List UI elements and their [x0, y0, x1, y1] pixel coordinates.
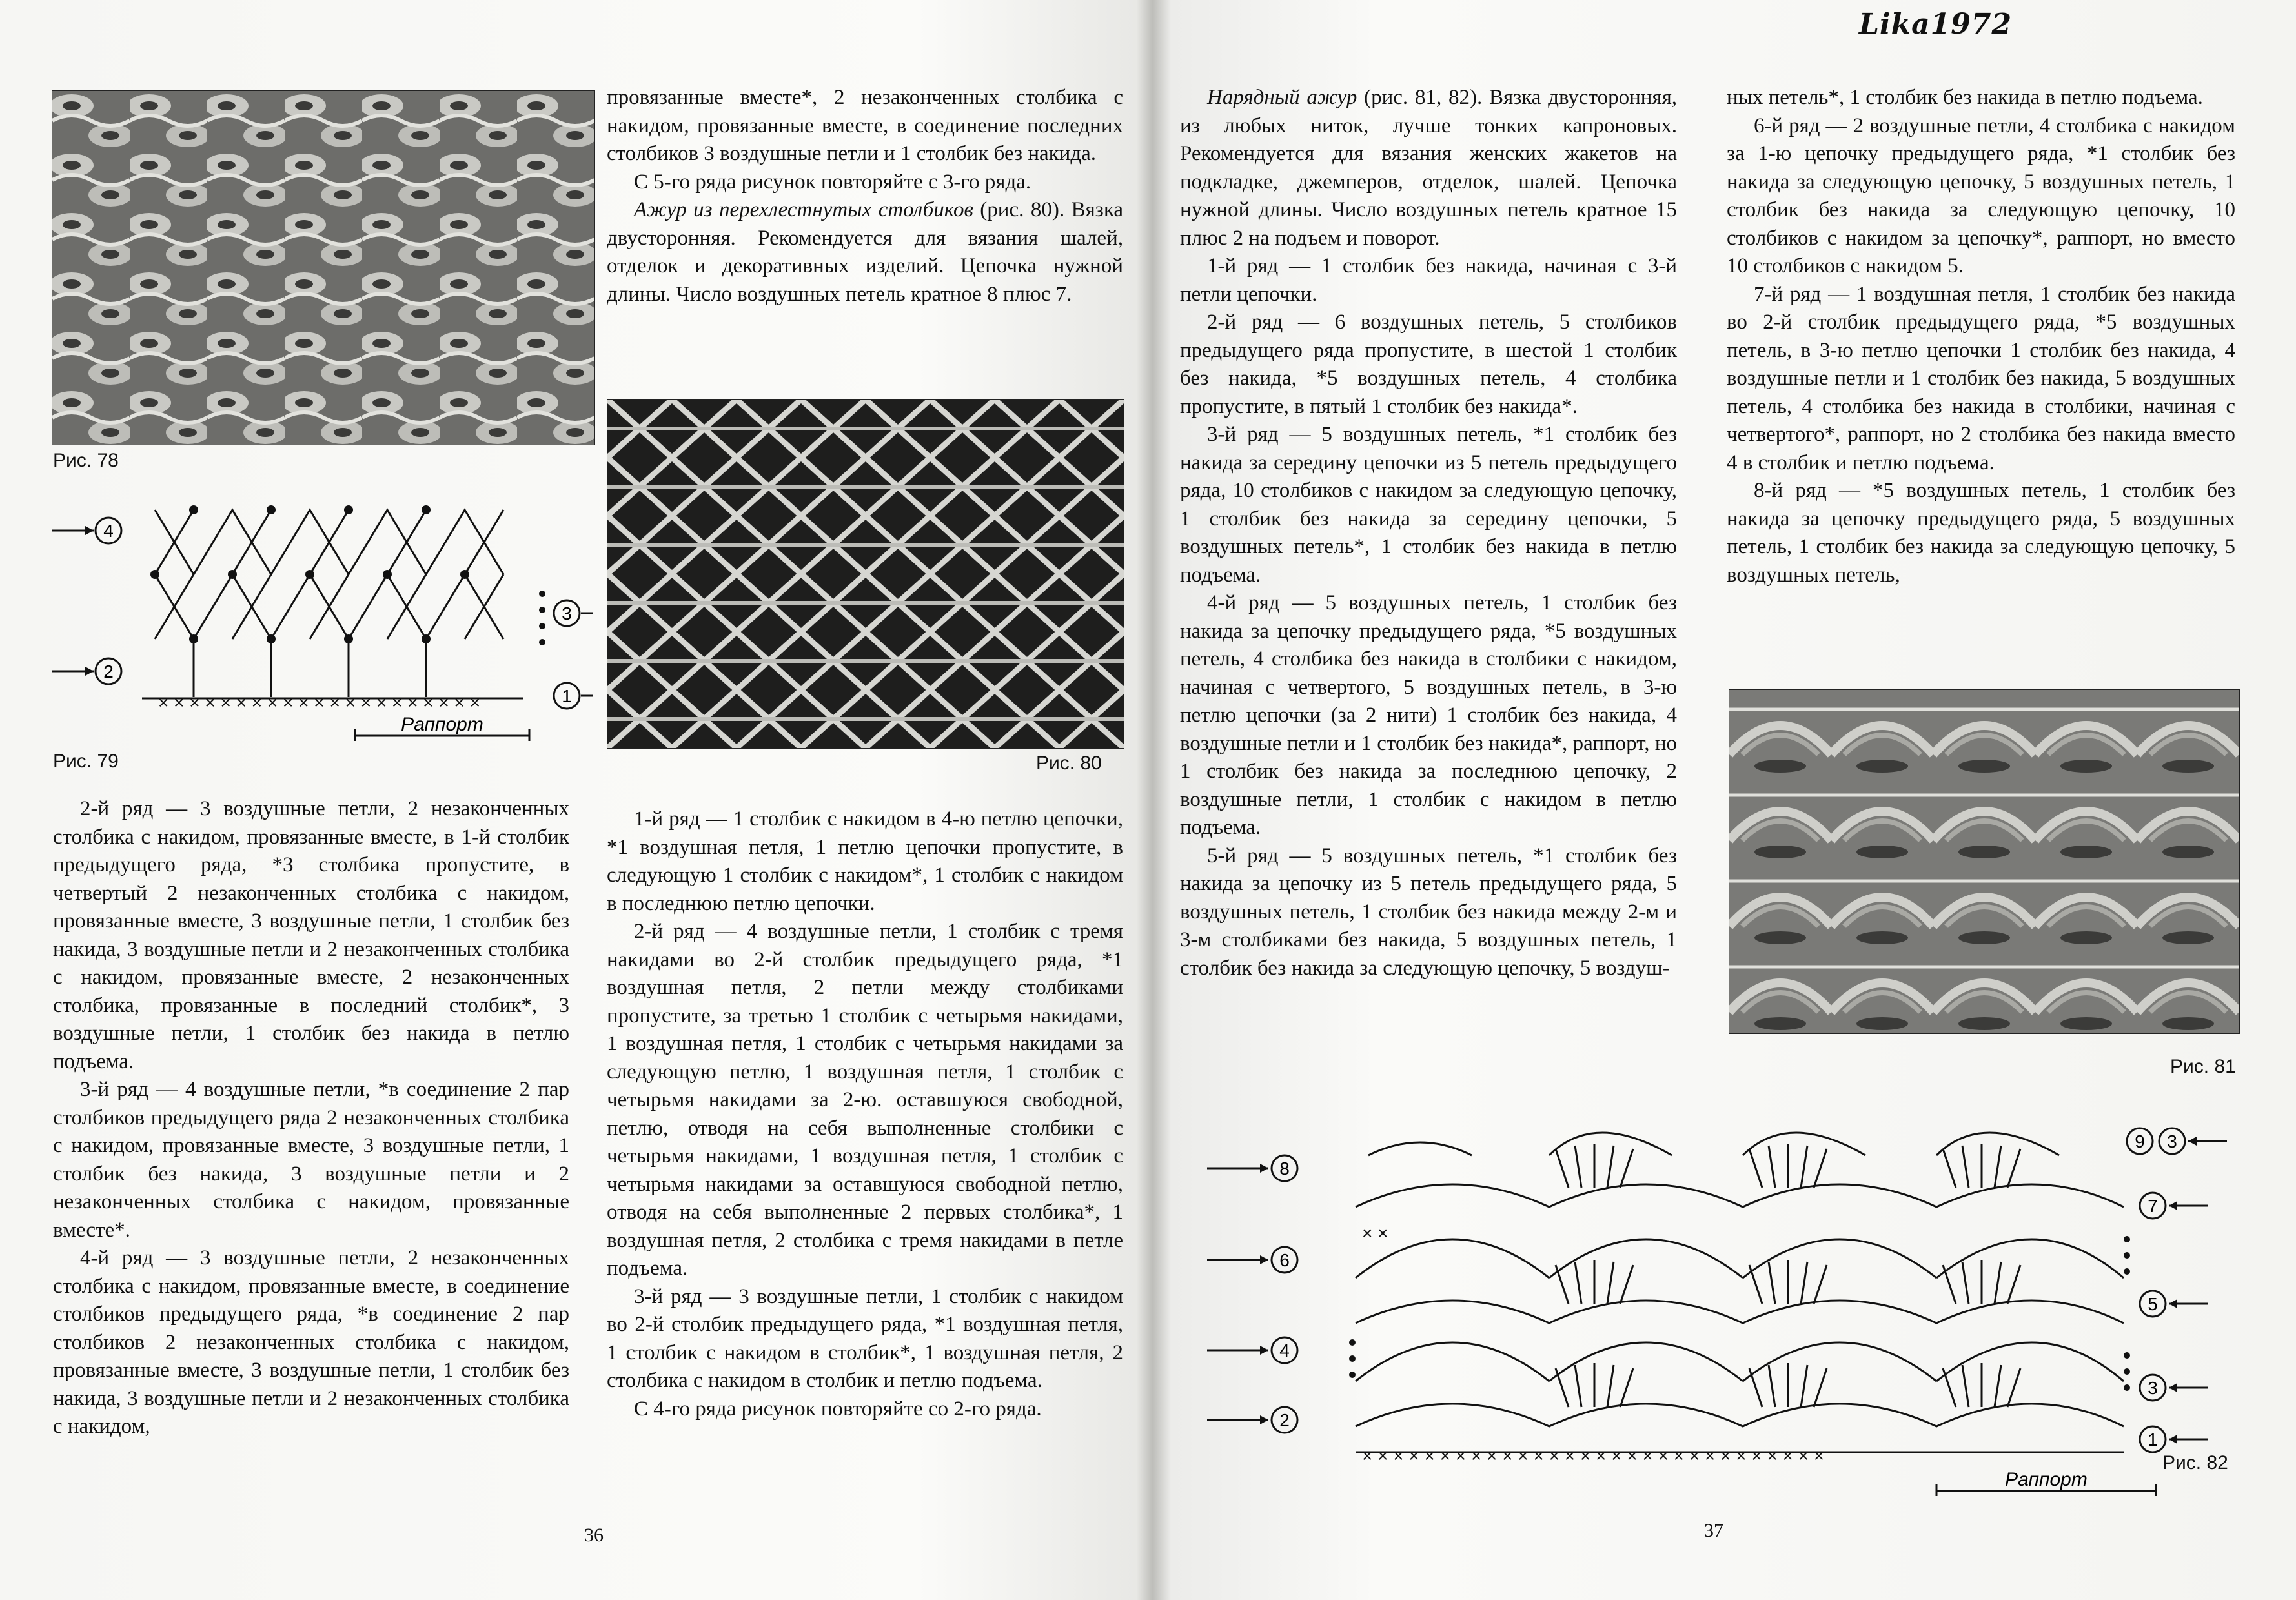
page-number-left: 36: [584, 1524, 604, 1546]
fig79-row3-label: 3: [562, 603, 572, 623]
fig82-row4-marker: [1207, 1337, 1297, 1363]
fig79-row1-label: 1: [562, 686, 572, 706]
fig82-row7-label: 7: [2148, 1196, 2158, 1216]
fig82-row3-top-marker: [2159, 1128, 2227, 1154]
paragraph: 3-й ряд — 5 воздушных петель, *1 столбик без накида за середину цепочки из 5 петель предыдущего ряда, 10 столбиков с накидом за следующую цепочку, 1 столбик без накида за середину цепочки, 5 воздушных петель*, 1 столбик без накида в петлю подъема.: [1180, 423, 1677, 587]
fig82-diagram: [1207, 1110, 2240, 1497]
fig82-row3-label: 3: [2148, 1378, 2158, 1398]
fig82-row5-marker: [2140, 1291, 2208, 1317]
right-col2-text: [1727, 84, 2235, 589]
right-col1-text: [1180, 84, 1677, 982]
paragraph: ных петель*, 1 столбик без накида в петлю подъема.: [1727, 86, 2203, 109]
fig82-row6-label: 6: [1279, 1250, 1290, 1270]
svg-text:× ×: × ×: [1362, 1223, 1388, 1243]
fig79-row2-marker: [52, 658, 121, 684]
fig81-pattern-intro: (рис. 81, 82). Вязка двусторонняя, из любых ниток, лучше тонких капроновых. Рекомендуется для вязания женских жакетов на подкладке, джемперов, отделок, шалей. Цепочка нужной длины. Число воздушных петель кратное 15 плюс 2 на подъем и поворот.: [1180, 86, 1677, 250]
paragraph: 1-й ряд — 1 столбик с накидом в 4-ю петлю цепочки, *1 воздушная петля, 1 петлю цепочки пропустите, в следующую 1 столбик с накидом*, 1 столбик с накидом в последнюю петлю цепочки.: [607, 807, 1123, 915]
fig79-repeat-label: Раппорт: [401, 714, 483, 735]
fig82-row9-label: 9: [2135, 1131, 2145, 1151]
right-page: [1155, 0, 2296, 1600]
paragraph: 4-й ряд — 5 воздушных петель, 1 столбик без накида за цепочку предыдущего ряда, *5 воздушных петель, 4 столбика без накида в столбики с накидом, начиная с четвертого, 5 воздушных петель, в 3-ю петлю цепочки (за 2 нити) 1 столбик без накида, 4 воздушные петли и 1 столбик без накида*, раппорт, но 1 столбик без накида за последнюю цепочку, 2 воздушные петли, 1 столбик с накидом в петлю подъема.: [1180, 591, 1677, 839]
fig81-photo: [1729, 689, 2240, 1034]
fig81-intro-paragraph: [1180, 84, 1677, 252]
fig80-caption: Рис. 80: [1036, 753, 1102, 774]
left-col2-top-text: [607, 84, 1123, 309]
paragraph: 4-й ряд — 3 воздушные петли, 2 незаконченных столбика с накидом, провязанные вместе, в соединение столбиков предыдущего ряда, *в соединение 2 пар столбиков 2 незаконченных столбика с накидом, провязанные вместе, 3 воздушные петли, 1 столбик без накида, 3 воздушные петли и 2 незаконченных столбика с накидом,: [53, 1246, 569, 1438]
fig82-row3-top-label: 3: [2167, 1131, 2177, 1151]
fig82-row5-label: 5: [2148, 1294, 2158, 1314]
paragraph: 2-й ряд — 3 воздушные петли, 2 незаконченных столбика с накидом, провязанные вместе, в 1-й столбик предыдущего ряда, *3 столбика пропустите, в четвертый 2 незаконченных столбика с накидом, провязанные вместе, 3 воздушные петли, 1 столбик без накида, 3 воздушные петли и 2 незаконченных столбика с накидом, провязанные вместе, 2 незаконченных столбика, провязанные в последний столбик*, 3 воздушные петли, 1 столбик без накида в петлю подъема.: [53, 797, 569, 1073]
fig80-pattern-intro: (рис. 80). Вязка двусторонняя. Рекомендуется для вязания шалей, отделок и декоративных изделий. Цепочка нужной длины. Число воздушных петель кратное 8 плюс 7.: [607, 198, 1123, 306]
fig82-row4-label: 4: [1279, 1341, 1290, 1361]
fig82-row8-label: 8: [1279, 1159, 1290, 1179]
left-col1-text: [53, 795, 569, 1441]
fig79-row4-label: 4: [103, 521, 114, 541]
paragraph: 7-й ряд — 1 воздушная петля, 1 столбик без накида во 2-й столбик предыдущего ряда, *5 воздушных петель, в 3-ю петлю цепочки 1 столбик без накида, 4 воздушные петли и 1 столбик без накида, 5 воздушных петель, 4 столбика без накида в столбики, начиная с четвертого*, раппорт, но 2 столбика без накида вместо 4 в столбик и петлю подъема.: [1727, 282, 2235, 474]
fig79-caption: Рис. 79: [53, 751, 119, 772]
paragraph: 5-й ряд — 5 воздушных петель, *1 столбик без накида за цепочку из 5 петель предыдущего ряда, 5 воздушных петель, 1 столбик без накида между 2-м и 3-м столбиками без накида, 5 воздушных петель, 1 столбик без накида за следующую цепочку, 5 воздуш-: [1180, 844, 1677, 980]
fig79-row4-marker: [52, 518, 121, 543]
page-number-right: 37: [1704, 1520, 1723, 1541]
fig81-caption: Рис. 81: [2170, 1056, 2236, 1077]
fig82-repeat-label: Раппорт: [2005, 1469, 2088, 1490]
fig79-row3-marker: [554, 600, 593, 626]
fig80-intro-paragraph: [607, 196, 1123, 309]
fig79-diagram: [45, 491, 594, 742]
paragraph: 3-й ряд — 3 воздушные петли, 1 столбик с накидом во 2-й столбик предыдущего ряда, *1 воздушная петля, 1 столбик с накидом в столбик*, 1 воздушная петля, 2 столбика с накидом в столбик и петлю подъема.: [607, 1284, 1123, 1392]
fig80-pattern-title: Ажур из перехлестнутых столбиков: [634, 198, 973, 221]
fig82-row8-marker: [1207, 1155, 1297, 1181]
fig80-texture: [607, 400, 1124, 748]
fig82-row6-marker: [1207, 1247, 1297, 1273]
fig82-row3-marker: [2140, 1375, 2208, 1401]
paragraph: С 4-го ряда рисунок повторяйте со 2-го ряда.: [634, 1397, 1042, 1421]
fig78-texture: [52, 91, 594, 445]
svg-text:× × × × × × × × × × × × × × ×: × × × × × × × × × × × × × × × × × × × × × × × × × × × × × ×: [1362, 1446, 1825, 1466]
paragraph: 1-й ряд — 1 столбик без накида, начиная с 3-й петли цепочки.: [1180, 254, 1677, 306]
fig82-row2-marker: [1207, 1407, 1297, 1433]
paragraph: 6-й ряд — 2 воздушные петли, 4 столбика с накидом за 1-ю цепочку предыдущего ряда, *1 столбик без накида за следующую цепочку, 5 воздушных петель, 1 столбик без накида за следующую цепочку, 10 столбиков с накидом за цепочку*, раппорт, но вместо 10 столбиков с накидом 5.: [1727, 114, 2235, 278]
fig82-row2-label: 2: [1279, 1410, 1290, 1430]
fig82-caption: Рис. 82: [2162, 1452, 2228, 1473]
paragraph: С 5-го ряда рисунок повторяйте с 3-го ряда.: [634, 170, 1031, 194]
fig78-photo: [52, 90, 595, 445]
left-col2-bottom-text: [607, 805, 1123, 1423]
fig78-caption: Рис. 78: [53, 450, 119, 471]
fig82-row1-marker: [2140, 1426, 2208, 1452]
paragraph: 2-й ряд — 4 воздушные петли, 1 столбик с тремя накидами во 2-й столбик предыдущего ряда, *1 воздушная петля, 2 петли между столбиками пропустите, за третью 1 столбик с четырьмя накидами, 1 воздушная петля, 1 столбик с четырьмя накидами за следующую петлю, 1 воздушная петля, 1 столбик с четырьмя накидами за 2-ю. оставшуюся свободной, петлю, отводя на себя выполненные столбики с четырьмя накидами, 1 воздушная петля, 1 столбик с четырьмя накидами за оставшуюся свободной петлю, отводя на себя выполненные 2 первых столбика*, 1 воздушная петля, 2 столбика с тремя накидами в петле подъема.: [607, 920, 1123, 1280]
watermark-signature: Lika1972: [1859, 8, 2013, 41]
fig82-row1-label: 1: [2148, 1430, 2158, 1450]
fig82-row7-marker: [2140, 1193, 2208, 1219]
paragraph: 2-й ряд — 6 воздушных петель, 5 столбиков предыдущего ряда пропустите, в шестой 1 столбик без накида, *5 воздушных петель, 4 столбика пропустите, в пятый 1 столбик без накида*.: [1180, 310, 1677, 418]
fig82-row9-marker: [2127, 1128, 2153, 1154]
fig81-texture: [1729, 690, 2239, 1033]
fig80-photo: [607, 399, 1124, 749]
paragraph: 3-й ряд — 4 воздушные петли, *в соединение 2 пар столбиков предыдущего ряда 2 незаконченных столбика с накидом, провязанные вместе, 3 воздушные петли, 1 столбик без накида, 3 воздушные петли и 2 незаконченных столбика с накидом, провязанные вместе*.: [53, 1078, 569, 1242]
fig79-row2-label: 2: [103, 662, 114, 682]
svg-text:× × × × × × × × × × × × × × ×: × × × × × × × × × × × × × × × × × × × × ×: [158, 693, 480, 713]
paragraph: провязанные вместе*, 2 незаконченных столбика с накидом, провязанные вместе, в соединение последних столбиков 3 воздушные петли и 1 столбик без накида.: [607, 86, 1123, 165]
fig81-pattern-title: Нарядный ажур: [1207, 86, 1357, 109]
paragraph: 8-й ряд — *5 воздушных петель, 1 столбик без накида за цепочку предыдущего ряда, 5 воздушных петель, 1 столбик без накида за следующую цепочку, 5 воздушных петель,: [1727, 479, 2235, 587]
fig79-row1-marker: [554, 683, 593, 709]
